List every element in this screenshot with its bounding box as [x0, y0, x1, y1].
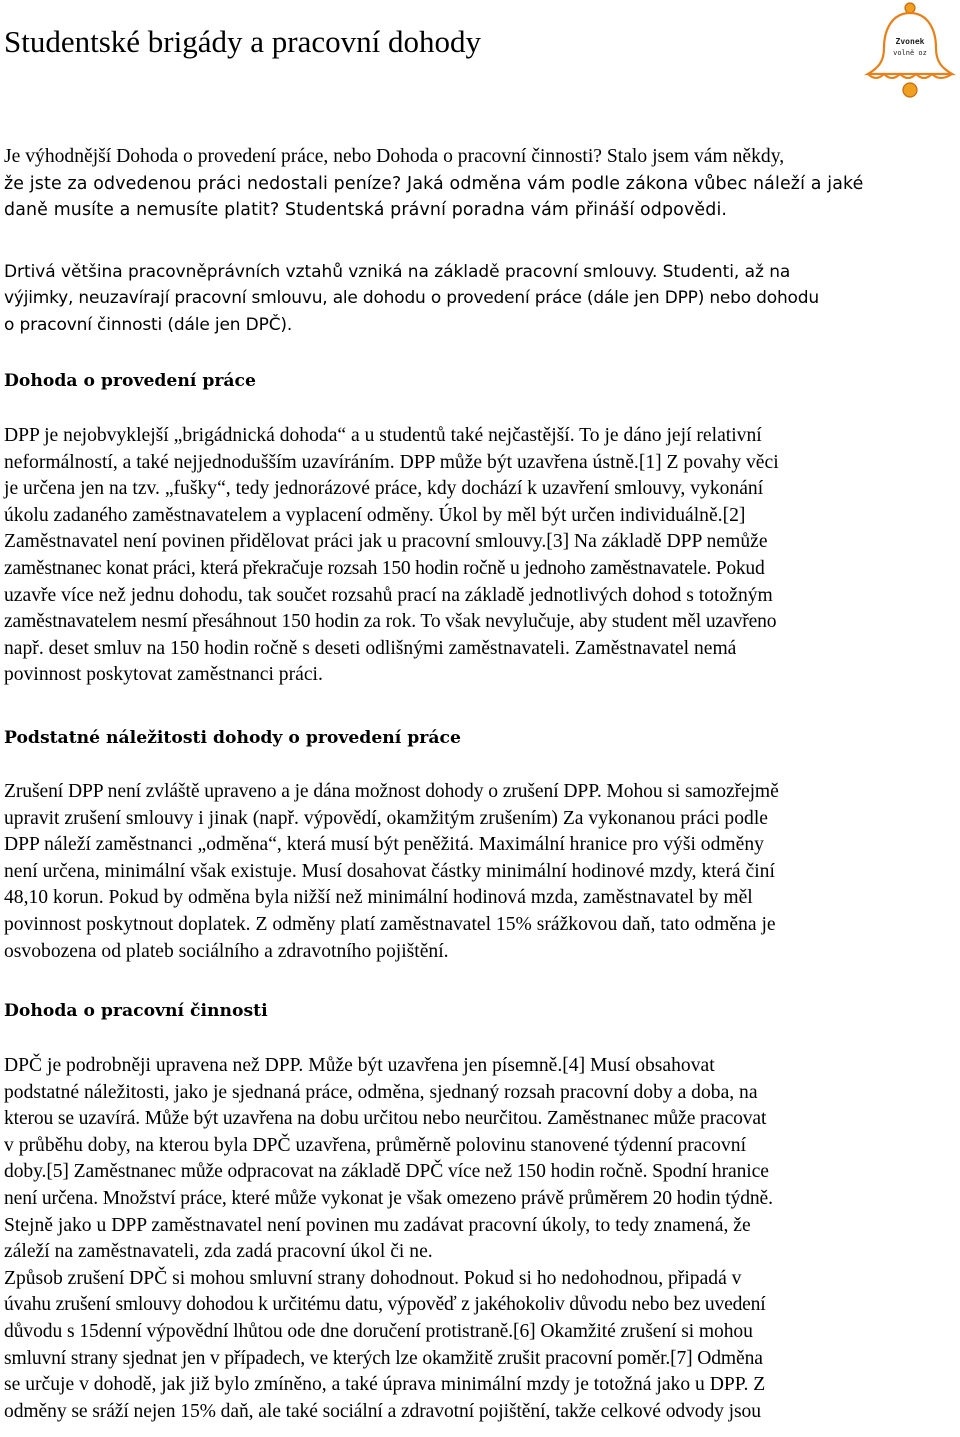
- body-line: odměny se sráží nejen 15% daň, ale také sociální a zdravotní pojištění, takže celkové odvody jsou: [4, 1400, 761, 1422]
- section-heading-dpc: Dohoda o pracovní činnosti: [4, 1001, 268, 1021]
- body-line: se určuje v dohodě, jak již bylo zmíněno, a také úprava minimální mzdy je totožná jako u DPP. Z: [4, 1374, 766, 1396]
- body-line: 48,10 korun. Pokud by odměna byla nižší než minimální hodinová mzda, zaměstnavatel by měl: [4, 887, 753, 909]
- body-line: např. deset smluv na 150 hodin ročně s deseti odlišnými zaměstnavateli. Zaměstnavatel nemá: [4, 637, 737, 659]
- body-line: je určena jen na tzv. „fušky“, tedy jednorázové práce, kdy dochází k uzavření smlouvy, vykonání: [4, 478, 764, 500]
- body-line: důvodu s 15denní výpovědní lhůtou ode dne doručení protistraně.[6] Okamžité zrušení si mohou: [4, 1320, 753, 1342]
- body-line: úvahu zrušení smlouvy dohodou k určitému datu, výpověď z jakéhokoliv důvodu nebo bez uvedení: [4, 1294, 766, 1316]
- overview-line: výjimky, neuzavírají pracovní smlouvu, ale dohodu o provedení práce (dále jen DPP) nebo dohodu: [4, 288, 819, 309]
- body-line: povinnost poskytovat zaměstnanci práci.: [4, 664, 323, 686]
- body-line: v průběhu doby, na kterou byla DPČ uzavřena, průměrně polovinu stanovené týdenní pracovní: [4, 1134, 747, 1156]
- body-line: upravit zrušení smlouvy i jinak (např. výpovědí, okamžitým zrušením) Za vykonanou práci podle: [4, 807, 768, 829]
- body-line: uzavře více než jednu dohodu, tak součet rozsahů prací na základě jednotlivých dohod s totožným: [4, 584, 773, 606]
- body-line: Způsob zrušení DPČ si mohou smluvní strany dohodnout. Pokud si ho nedohodnou, připadá v: [4, 1267, 742, 1289]
- body-line: Zrušení DPP není zvláště upraveno a je dána možnost dohody o zrušení DPP. Mohou si samozřejmě: [4, 781, 779, 802]
- section-heading-requirements: Podstatné náležitosti dohody o provedení práce: [4, 728, 461, 748]
- logo-text-line1: Zvonek: [895, 37, 925, 46]
- body-line: osvobozena od plateb sociálního a zdravotního pojištění.: [4, 940, 449, 962]
- intro-paragraph: [4, 144, 958, 223]
- body-line: DPČ je podrobněji upravena než DPP. Může být uzavřena jen písemně.[4] Musí obsahovat: [4, 1055, 715, 1076]
- section-body-requirements: [4, 779, 958, 965]
- body-line: úkolu zadaného zaměstnavatelem a vyplacení odměny. Úkol by měl být určen individuálně.[2]: [4, 504, 746, 526]
- body-line: podstatné náležitosti, jako je sjednaná práce, odměna, sjednaný rozsah pracovní doby a doba, na: [4, 1081, 758, 1103]
- body-line: smluvní strany sjednat jen v případech, ve kterých lze okamžitě zrušit pracovní poměr.[7] Odměna: [4, 1347, 763, 1369]
- section-body-dpc: [4, 1053, 958, 1425]
- logo-text-line2: volně oz: [893, 49, 927, 57]
- body-line: Stejně jako u DPP zaměstnavatel není povinen mu zadávat pracovní úkoly, to tedy znamená, že: [4, 1214, 751, 1236]
- body-line: DPP náleží zaměstnanci „odměna“, která musí být peněžitá. Maximální hranice pro výši odměny: [4, 834, 764, 856]
- body-line: záleží na zaměstnavateli, zda zadá pracovní úkol či ne.: [4, 1241, 433, 1263]
- page-title: Studentské brigády a pracovní dohody: [4, 24, 481, 59]
- section-heading-dpp: Dohoda o provedení práce: [4, 371, 256, 391]
- body-line: doby.[5] Zaměstnanec může odpracovat na základě DPČ více než 150 hodin ročně. Spodní hranice: [4, 1161, 769, 1183]
- body-line: není určena, minimální však existuje. Musí dosahovat částky minimální hodinové mzdy, která činí: [4, 860, 775, 882]
- section-body-dpp: [4, 423, 958, 689]
- body-line: neformálností, a také nejjednodušším uzavíráním. DPP může být uzavřena ústně.[1] Z povahy věci: [4, 451, 779, 473]
- body-line: zaměstnavatelem nesmí přesáhnout 150 hodin za rok. To však nevylučuje, aby student měl uzavřeno: [4, 611, 777, 633]
- intro-line: daně musíte a nemusíte platit? Studentská právní poradna vám přináší odpovědi.: [4, 200, 728, 220]
- overview-line: o pracovní činnosti (dále jen DPČ).: [4, 314, 293, 335]
- overview-paragraph: [4, 259, 958, 338]
- body-line: kterou se uzavírá. Může být uzavřena na dobu určitou nebo neurčitou. Zaměstnanec může pracovat: [4, 1108, 767, 1130]
- intro-line: že jste za odvedenou práci nedostali peníze? Jaká odměna vám podle zákona vůbec náleží a jaké: [4, 173, 864, 194]
- bell-logo-icon: [862, 0, 958, 98]
- body-line: DPP je nejobvyklejší „brigádnická dohoda“ a u studentů také nejčastější. To je dáno její relativní: [4, 425, 762, 446]
- body-line: není určena. Množství práce, které může vykonat je však omezeno právě průměrem 20 hodin týdně.: [4, 1187, 773, 1209]
- overview-line: Drtivá většina pracovněprávních vztahů vzniká na základě pracovní smlouvy. Studenti, až na: [4, 262, 791, 282]
- intro-line: Je výhodnější Dohoda o provedení práce, nebo Dohoda o pracovní činnosti? Stalo jsem vám někdy,: [4, 146, 785, 167]
- body-line: zaměstnanec konat práci, která překračuje rozsah 150 hodin ročně u jednoho zaměstnavatele. Pokud: [4, 557, 765, 579]
- body-line: povinnost poskytnout doplatek. Z odměny platí zaměstnavatel 15% srážkovou daň, tato odměna je: [4, 913, 776, 935]
- body-line: Zaměstnavatel není povinen přidělovat práci jak u pracovní smlouvy.[3] Na základě DPP nemůže: [4, 531, 768, 553]
